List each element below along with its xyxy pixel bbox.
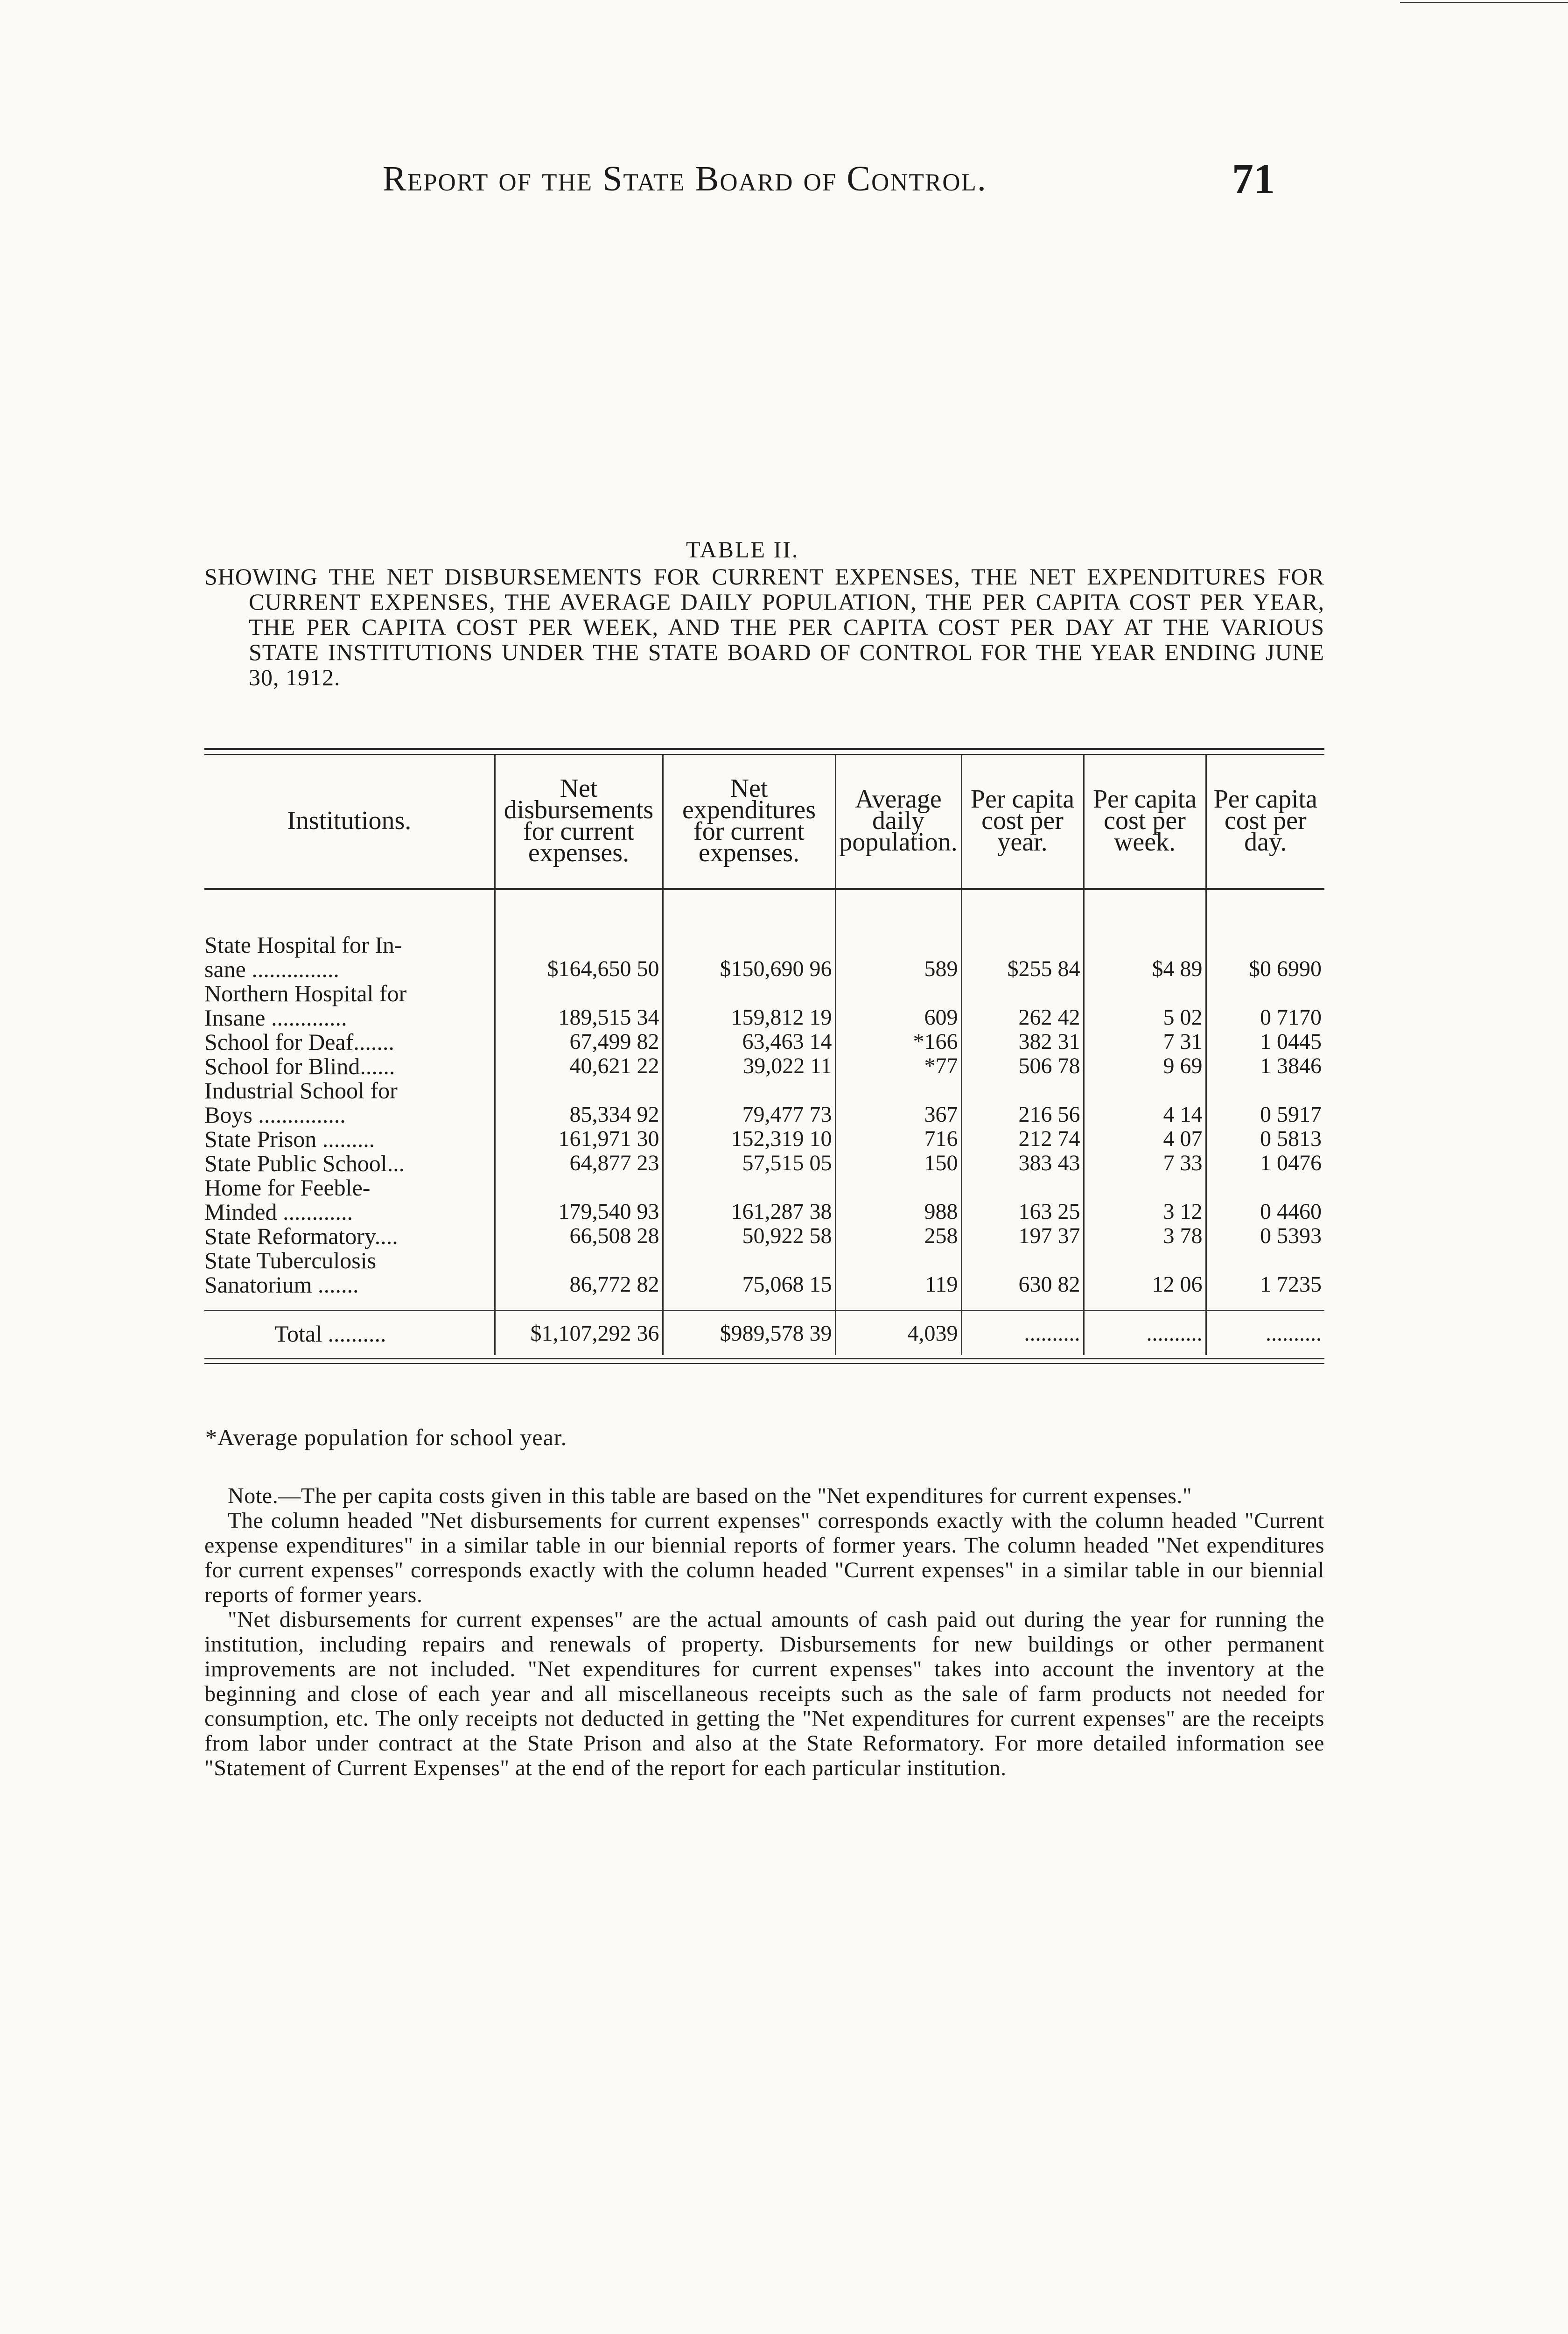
table-row: [204, 1005, 1324, 1030]
total-average-population: 4,039: [835, 1311, 961, 1356]
empty-cell: [961, 1248, 1084, 1272]
institution-name: sane ...............: [204, 956, 339, 982]
empty-cell: [1084, 1078, 1206, 1103]
total-net-expenditures: $989,578 39: [663, 1311, 835, 1356]
empty-cell: [1084, 933, 1206, 957]
per-week-cell: 7 33: [1084, 1151, 1206, 1175]
net-disbursements-cell: 40,621 22: [495, 1054, 663, 1078]
col-header-net-disbursements: Net disbursements for current expenses.: [495, 755, 663, 889]
net-expenditures-cell: 159,812 19: [663, 1005, 835, 1030]
net-expenditures-cell: 39,022 11: [663, 1054, 835, 1078]
note-paragraph-1: Note.—The per capita costs given in this table are based on the "Net expenditures for current expenses.": [228, 1483, 1192, 1508]
empty-cell: [835, 933, 961, 957]
empty-cell: [961, 1078, 1084, 1103]
net-expenditures-cell: 50,922 58: [663, 1224, 835, 1248]
empty-cell: [663, 981, 835, 1005]
empty-cell: [835, 1078, 961, 1103]
net-disbursements-cell: 86,772 82: [495, 1272, 663, 1297]
table-row: [204, 1030, 1324, 1054]
empty-cell: [835, 1175, 961, 1200]
empty-cell: [204, 1297, 495, 1311]
col-header-per-day: Per capita cost per day.: [1206, 755, 1324, 889]
col-header-per-week: Per capita cost per week.: [1084, 755, 1206, 889]
running-header: Report of the State Board of Control.: [383, 159, 987, 198]
institution-name-line-1: Home for Feeble-: [204, 1174, 371, 1201]
table-caption: SHOWING THE NET DISBURSEMENTS FOR CURRENT EXPENSES, THE NET EXPENDITURES FOR CURRENT EXPENSES, THE AVERAGE DAILY POPULATION, THE PER CAPITA COST PER YEAR, THE PER CAPITA COST PER WEEK, AND THE PER CAPITA COST PER DAY AT THE VARIOUS STATE INSTITUTIONS UNDER THE STATE BOARD OF CONTROL FOR THE YEAR ENDING JUNE 30, 1912.: [204, 563, 1324, 690]
average-population-cell: 258: [835, 1224, 961, 1248]
empty-cell: [835, 1248, 961, 1272]
per-week-cell: 3 12: [1084, 1200, 1206, 1224]
institution-name: State Public School...: [204, 1150, 405, 1176]
institution-name: Boys ...............: [204, 1102, 346, 1128]
total-per-week: ..........: [1084, 1311, 1206, 1356]
empty-cell: [495, 1297, 663, 1311]
institution-name: Insane .............: [204, 1005, 347, 1031]
total-net-disbursements: $1,107,292 36: [495, 1311, 663, 1356]
scan-edge-top: [1400, 2, 1568, 3]
table-row-name-line: [204, 981, 1324, 1005]
total-per-year: ..........: [961, 1311, 1084, 1356]
per-year-cell: 197 37: [961, 1224, 1084, 1248]
institution-name-line-1: Industrial School for: [204, 1077, 398, 1104]
empty-cell: [1206, 981, 1324, 1005]
table-row-name-line: [204, 1175, 1324, 1200]
institution-name-line-1: State Tuberculosis: [204, 1247, 377, 1273]
average-population-cell: 589: [835, 957, 961, 981]
average-population-cell: 609: [835, 1005, 961, 1030]
page-number: 71: [1232, 155, 1275, 203]
empty-cell: [495, 981, 663, 1005]
col-header-institutions: Institutions.: [204, 755, 495, 889]
per-year-cell: 163 25: [961, 1200, 1084, 1224]
net-disbursements-cell: 161,971 30: [495, 1127, 663, 1151]
per-day-cell: 1 0476: [1206, 1151, 1324, 1175]
empty-cell: [663, 1248, 835, 1272]
per-year-cell: $255 84: [961, 957, 1084, 981]
table-row: [204, 1224, 1324, 1248]
per-week-cell: 9 69: [1084, 1054, 1206, 1078]
table-top-rule: [204, 748, 1324, 755]
net-expenditures-cell: 75,068 15: [663, 1272, 835, 1297]
note-paragraph-2: The column headed "Net disbursements for current expenses" corresponds exactly with the column headed "Current expense expenditures" in a similar table in our biennial reports of former years. The column headed "Net expenditures for current expenses" corresponds exactly with the column headed "Current expenses" in a similar table in our biennial reports of former years.: [204, 1508, 1324, 1607]
per-week-cell: 12 06: [1084, 1272, 1206, 1297]
institution-name: State Prison .........: [204, 1126, 375, 1152]
net-disbursements-cell: 179,540 93: [495, 1200, 663, 1224]
institution-name-line-1: Northern Hospital for: [204, 980, 407, 1006]
total-per-day: ..........: [1206, 1311, 1324, 1356]
table-row-name-line: [204, 1078, 1324, 1103]
net-expenditures-cell: 63,463 14: [663, 1030, 835, 1054]
empty-cell: [961, 933, 1084, 957]
table-row: [204, 1054, 1324, 1078]
net-disbursements-cell: 66,508 28: [495, 1224, 663, 1248]
empty-cell: [961, 981, 1084, 1005]
table-row: [204, 957, 1324, 981]
average-population-cell: *166: [835, 1030, 961, 1054]
per-year-cell: 506 78: [961, 1054, 1084, 1078]
col-header-per-year: Per capita cost per year.: [961, 755, 1084, 889]
net-expenditures-cell: 161,287 38: [663, 1200, 835, 1224]
net-disbursements-cell: 189,515 34: [495, 1005, 663, 1030]
average-population-cell: 716: [835, 1127, 961, 1151]
empty-cell: [663, 933, 835, 957]
per-year-cell: 382 31: [961, 1030, 1084, 1054]
empty-cell: [495, 1078, 663, 1103]
per-week-cell: 5 02: [1084, 1005, 1206, 1030]
institution-name: State Reformatory....: [204, 1223, 398, 1249]
table-bottom-rule-2: [204, 1363, 1324, 1364]
empty-cell: [961, 1175, 1084, 1200]
average-population-cell: 150: [835, 1151, 961, 1175]
per-year-cell: 630 82: [961, 1272, 1084, 1297]
empty-cell: [495, 933, 663, 957]
per-day-cell: 1 7235: [1206, 1272, 1324, 1297]
empty-cell: [1206, 1078, 1324, 1103]
per-year-cell: 383 43: [961, 1151, 1084, 1175]
net-expenditures-cell: 152,319 10: [663, 1127, 835, 1151]
per-week-cell: 3 78: [1084, 1224, 1206, 1248]
net-disbursements-cell: 64,877 23: [495, 1151, 663, 1175]
net-disbursements-cell: $164,650 50: [495, 957, 663, 981]
empty-cell: [663, 1175, 835, 1200]
empty-cell: [1206, 1297, 1324, 1311]
net-expenditures-cell: $150,690 96: [663, 957, 835, 981]
average-population-cell: *77: [835, 1054, 961, 1078]
average-population-cell: 119: [835, 1272, 961, 1297]
per-year-cell: 212 74: [961, 1127, 1084, 1151]
table-bottom-rule: [204, 1358, 1324, 1359]
table-row: [204, 1127, 1324, 1151]
per-week-cell: $4 89: [1084, 957, 1206, 981]
net-expenditures-cell: 79,477 73: [663, 1103, 835, 1127]
institution-name: School for Deaf.......: [204, 1029, 394, 1055]
empty-cell: [835, 1297, 961, 1311]
institution-name: Sanatorium .......: [204, 1272, 359, 1298]
per-day-cell: 0 5813: [1206, 1127, 1324, 1151]
header-row: [204, 755, 1324, 889]
empty-cell: [1206, 933, 1324, 957]
table-spacer-row: [204, 1297, 1324, 1311]
institution-name-line-1: State Hospital for In-: [204, 932, 402, 958]
empty-cell: [1084, 1297, 1206, 1311]
col-header-average-population: Average daily population.: [835, 755, 961, 889]
per-year-cell: 262 42: [961, 1005, 1084, 1030]
empty-cell: [663, 1078, 835, 1103]
per-day-cell: 0 5393: [1206, 1224, 1324, 1248]
table-row-name-line: [204, 933, 1324, 957]
empty-cell: [1206, 1248, 1324, 1272]
per-day-cell: 0 4460: [1206, 1200, 1324, 1224]
per-week-cell: 7 31: [1084, 1030, 1206, 1054]
empty-cell: [835, 981, 961, 1005]
notes-section: [204, 1483, 1324, 1780]
per-day-cell: 0 7170: [1206, 1005, 1324, 1030]
per-day-cell: 0 5917: [1206, 1103, 1324, 1127]
empty-cell: [1206, 1175, 1324, 1200]
average-population-cell: 988: [835, 1200, 961, 1224]
empty-cell: [1084, 981, 1206, 1005]
empty-cell: [1084, 1175, 1206, 1200]
cost-table-grid: [204, 755, 1324, 1355]
empty-cell: [1084, 1248, 1206, 1272]
table-row: [204, 1200, 1324, 1224]
average-population-cell: 367: [835, 1103, 961, 1127]
table-spacer-row: [204, 889, 1324, 933]
table-row: [204, 1151, 1324, 1175]
table-row: [204, 1103, 1324, 1127]
per-week-cell: 4 07: [1084, 1127, 1206, 1151]
col-header-net-expenditures: Net expenditures for current expenses.: [663, 755, 835, 889]
institution-name: School for Blind......: [204, 1053, 395, 1079]
per-day-cell: 1 0445: [1206, 1030, 1324, 1054]
institution-name: Minded ............: [204, 1199, 353, 1225]
empty-cell: [663, 1297, 835, 1311]
per-year-cell: 216 56: [961, 1103, 1084, 1127]
table-label: TABLE II.: [686, 536, 799, 562]
per-week-cell: 4 14: [1084, 1103, 1206, 1127]
net-expenditures-cell: 57,515 05: [663, 1151, 835, 1175]
empty-cell: [495, 1248, 663, 1272]
empty-cell: [961, 1297, 1084, 1311]
per-day-cell: $0 6990: [1206, 957, 1324, 981]
net-disbursements-cell: 67,499 82: [495, 1030, 663, 1054]
cost-table: [204, 748, 1324, 1364]
table-row-name-line: [204, 1248, 1324, 1272]
total-label: Total ..........: [204, 1311, 495, 1356]
empty-cell: [495, 1175, 663, 1200]
table-footnote: *Average population for school year.: [205, 1424, 567, 1450]
note-paragraph-3: "Net disbursements for current expenses" are the actual amounts of cash paid out during the year for running the institution, including repairs and renewals of property. Disbursements for new buildings or other permanent improvements are not included. "Net expenditures for current expenses" takes into account the inventory at the beginning and close of each year and all miscellaneous receipts such as the sale of farm products not needed for consumption, etc. The only receipts not deducted in getting the "Net expenditures for current expenses" are the receipts from labor under contract at the State Prison and also at the State Reformatory. For more detailed information see "Statement of Current Expenses" at the end of the report for each particular institution.: [204, 1607, 1324, 1780]
total-row: [204, 1311, 1324, 1356]
table-row: [204, 1272, 1324, 1297]
per-day-cell: 1 3846: [1206, 1054, 1324, 1078]
net-disbursements-cell: 85,334 92: [495, 1103, 663, 1127]
